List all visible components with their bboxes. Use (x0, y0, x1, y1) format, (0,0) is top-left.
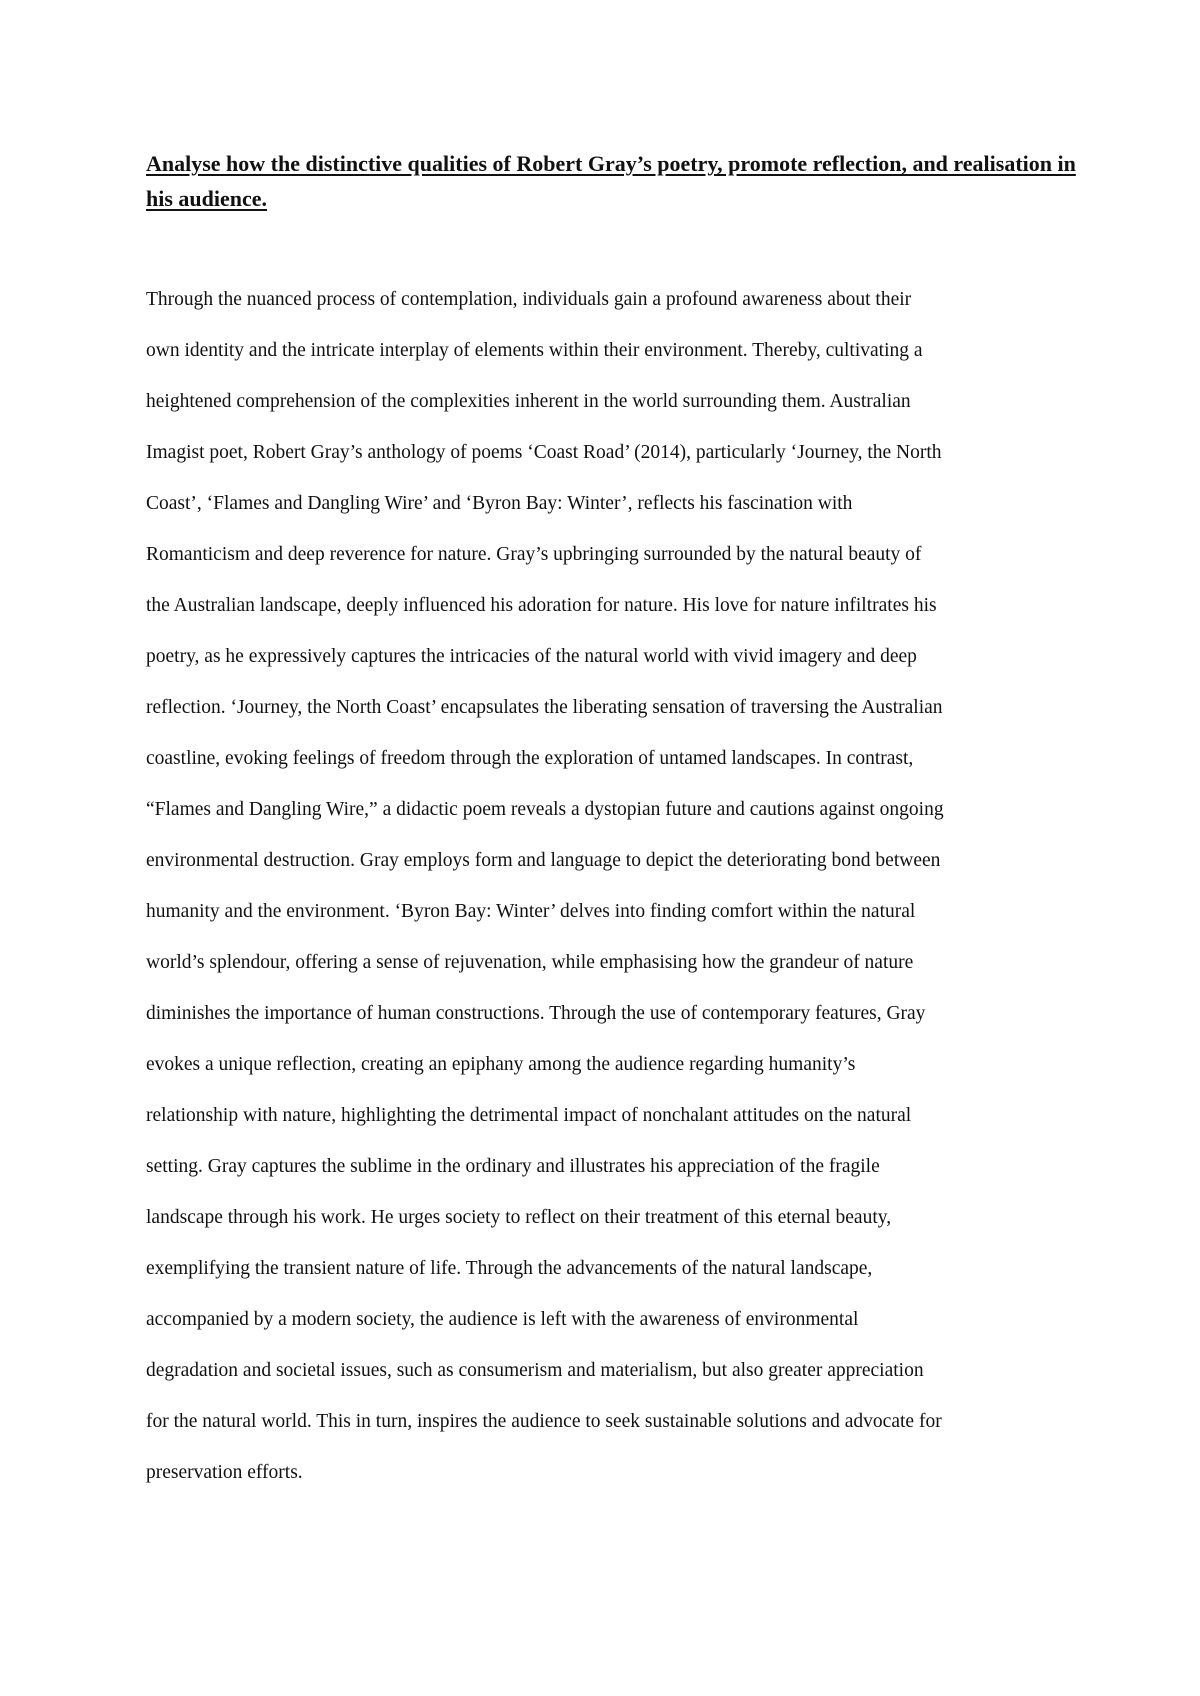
body-line: relationship with nature, highlighting the detrimental impact of nonchalant attitudes on the natural (146, 1105, 912, 1126)
body-line: Imagist poet, Robert Gray’s anthology of poems ‘Coast Road’ (2014), particularly ‘Journey, the North (146, 442, 942, 463)
body-line: “Flames and Dangling Wire,” a didactic poem reveals a dystopian future and cautions against ongoing (146, 799, 944, 820)
body-line: world’s splendour, offering a sense of rejuvenation, while emphasising how the grandeur of nature (146, 952, 914, 973)
body-line: humanity and the environment. ‘Byron Bay: Winter’ delves into finding comfort within the natural (146, 901, 916, 922)
body-line: Through the nuanced process of contemplation, individuals gain a profound awareness about their (146, 289, 912, 310)
body-line: exemplifying the transient nature of life. Through the advancements of the natural landscape, (146, 1258, 873, 1279)
body-line: for the natural world. This in turn, inspires the audience to seek sustainable solutions and advocate for (146, 1411, 942, 1432)
essay-title: Analyse how the distinctive qualities of Robert Gray’s poetry, promote reflection, and realisation in his audience. (146, 151, 1076, 211)
body-line: the Australian landscape, deeply influenced his adoration for nature. His love for nature infiltrates his (146, 595, 937, 616)
body-line: diminishes the importance of human constructions. Through the use of contemporary features, Gray (146, 1003, 926, 1024)
body-line: environmental destruction. Gray employs form and language to depict the deteriorating bond between (146, 850, 941, 871)
body-line: reflection. ‘Journey, the North Coast’ encapsulates the liberating sensation of traversing the Australian (146, 697, 943, 718)
essay-body (146, 274, 1076, 1498)
body-line: preservation efforts. (146, 1462, 303, 1483)
body-line: accompanied by a modern society, the audience is left with the awareness of environmental (146, 1309, 859, 1330)
body-line: setting. Gray captures the sublime in the ordinary and illustrates his appreciation of the fragile (146, 1156, 880, 1177)
body-line: Romanticism and deep reverence for nature. Gray’s upbringing surrounded by the natural beauty of (146, 544, 922, 565)
body-line: own identity and the intricate interplay of elements within their environment. Thereby, cultivating a (146, 340, 923, 361)
body-line: poetry, as he expressively captures the intricacies of the natural world with vivid imagery and deep (146, 646, 917, 667)
body-line: heightened comprehension of the complexities inherent in the world surrounding them. Australian (146, 391, 911, 412)
body-line: coastline, evoking feelings of freedom through the exploration of untamed landscapes. In contrast, (146, 748, 914, 769)
body-line: degradation and societal issues, such as consumerism and materialism, but also greater appreciation (146, 1360, 924, 1381)
body-line: Coast’, ‘Flames and Dangling Wire’ and ‘Byron Bay: Winter’, reflects his fascination with (146, 493, 853, 514)
body-line: landscape through his work. He urges society to reflect on their treatment of this eternal beauty, (146, 1207, 892, 1228)
body-line: evokes a unique reflection, creating an epiphany among the audience regarding humanity’s (146, 1054, 856, 1075)
